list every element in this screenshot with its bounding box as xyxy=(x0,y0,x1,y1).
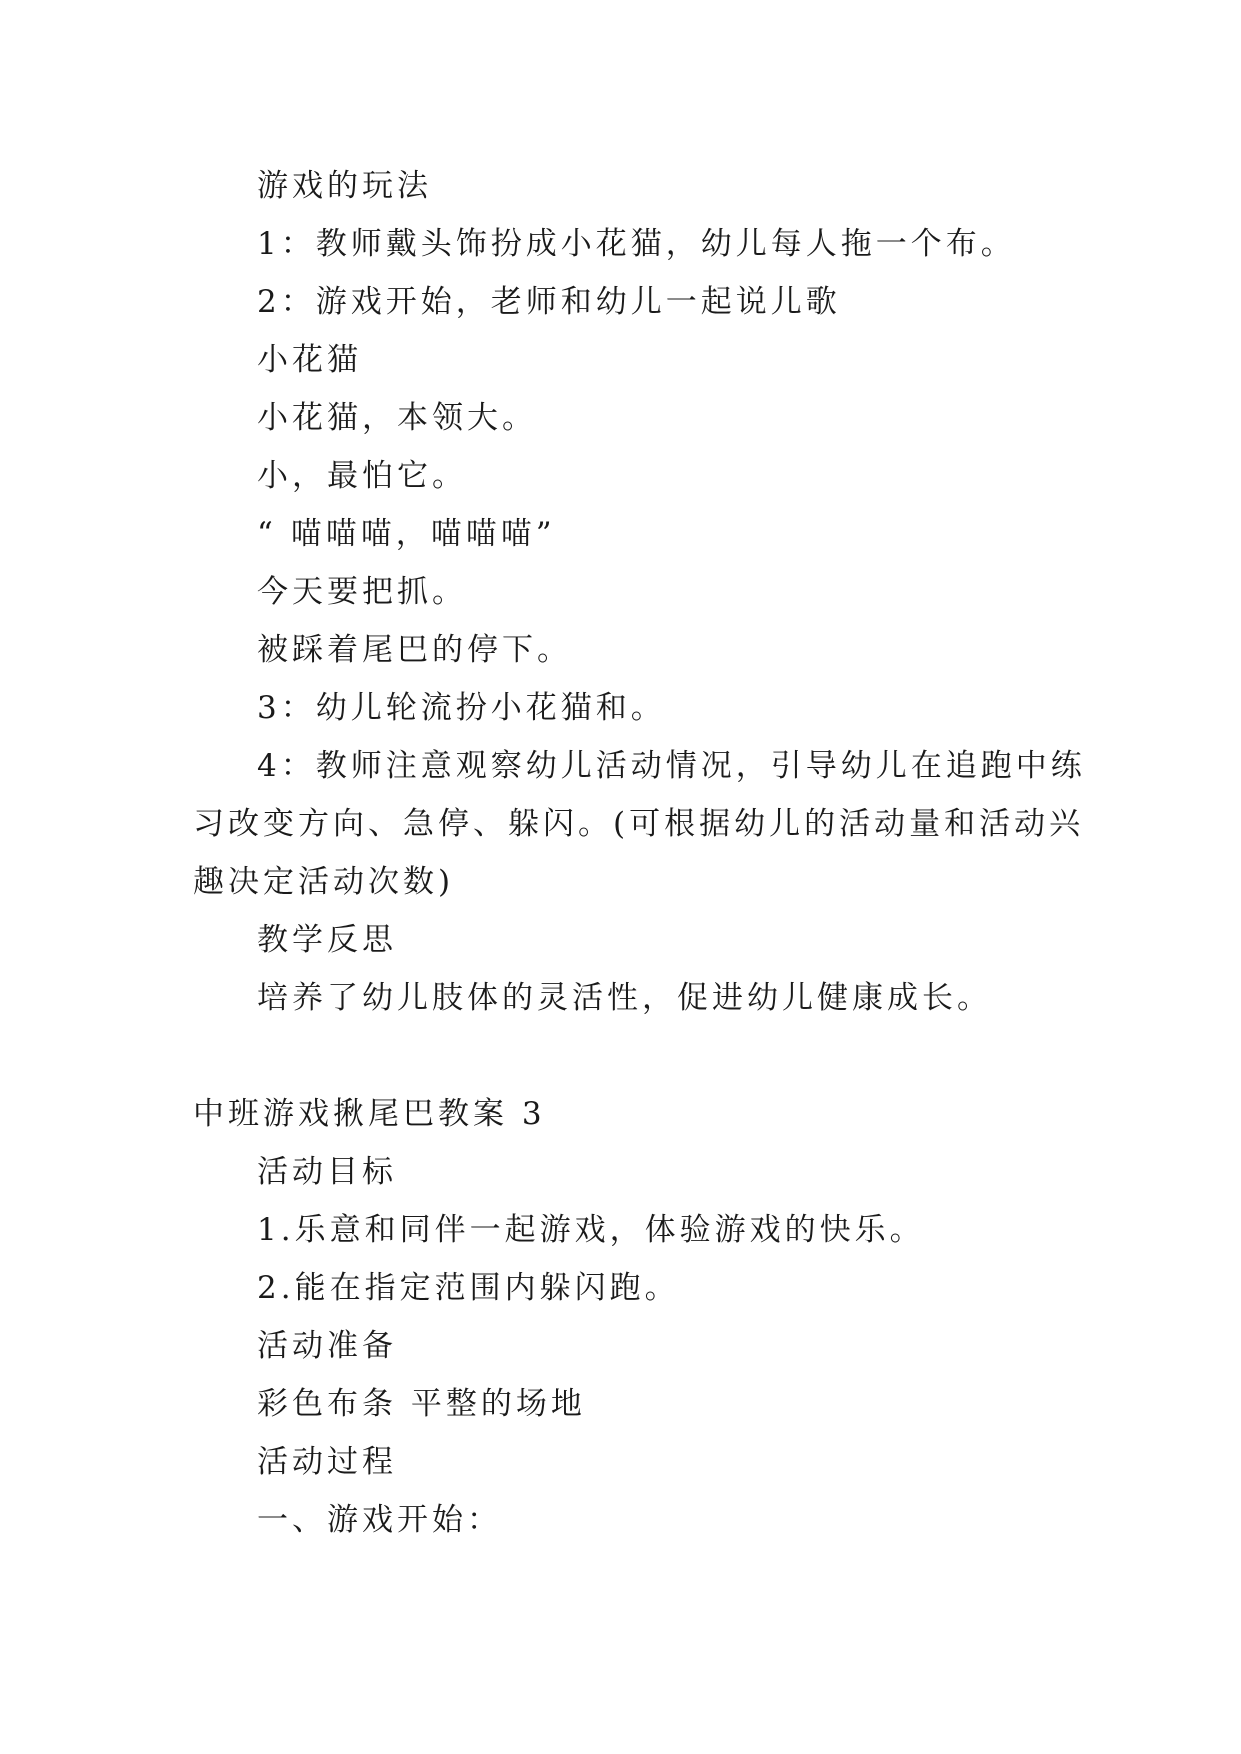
section-heading: 教学反思 xyxy=(257,922,397,958)
paragraph-line: “ 喵喵喵，喵喵喵” xyxy=(257,516,556,552)
section-heading: 活动准备 xyxy=(257,1328,397,1364)
paragraph-line: 今天要把抓。 xyxy=(257,574,467,610)
paragraph-line: 小花猫，本领大。 xyxy=(257,400,537,436)
section-heading: 游戏的玩法 xyxy=(257,168,432,204)
document-title: 中班游戏揪尾巴教案 3 xyxy=(193,1096,546,1132)
paragraph-line: 趣决定活动次数) xyxy=(193,864,455,900)
paragraph-line: 一、游戏开始： xyxy=(257,1502,502,1538)
paragraph-line: 被踩着尾巴的停下。 xyxy=(257,632,572,668)
paragraph-line: 培养了幼儿肢体的灵活性，促进幼儿健康成长。 xyxy=(257,980,992,1016)
paragraph-line: 彩色布条 平整的场地 xyxy=(257,1386,586,1422)
paragraph-line: 2：游戏开始，老师和幼儿一起说儿歌 xyxy=(257,284,841,320)
section-heading: 活动目标 xyxy=(257,1154,397,1190)
paragraph-line: 1：教师戴头饰扮成小花猫，幼儿每人拖一个布。 xyxy=(257,226,1016,262)
paragraph-line: 1.乐意和同伴一起游戏，体验游戏的快乐。 xyxy=(257,1212,925,1248)
paragraph-line: 2.能在指定范围内躲闪跑。 xyxy=(257,1270,680,1306)
paragraph-line: 3：幼儿轮流扮小花猫和。 xyxy=(257,690,666,726)
section-heading: 活动过程 xyxy=(257,1444,397,1480)
paragraph-line: 4：教师注意观察幼儿活动情况，引导幼儿在追跑中练 xyxy=(257,748,1086,784)
paragraph-line: 小，最怕它。 xyxy=(257,458,467,494)
paragraph-line: 习改变方向、急停、躲闪。(可根据幼儿的活动量和活动兴 xyxy=(193,806,1085,842)
paragraph-line: 小花猫 xyxy=(257,342,362,378)
